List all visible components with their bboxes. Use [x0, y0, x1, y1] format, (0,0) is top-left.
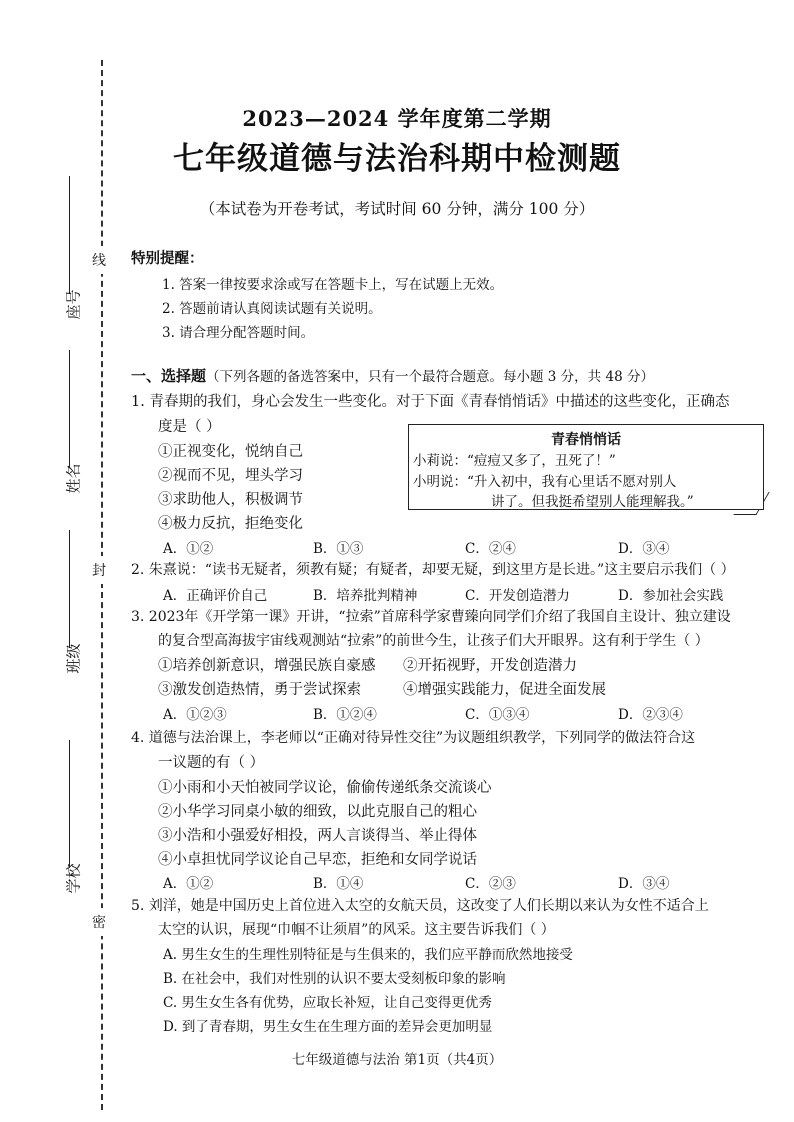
question-4-option-c[interactable]: C．②③	[465, 876, 516, 892]
name-label: 姓名	[64, 463, 83, 494]
question-3-item: ④增强实践能力，促进全面发展	[403, 682, 606, 698]
question-4-item: ④小卓担忧同学议论自己早恋，拒绝和女同学说话	[158, 852, 477, 868]
tips-title: 特别提醒：	[131, 250, 204, 267]
question-5-option-a[interactable]: A. 男生女生的生理性别特征是与生俱来的，我们应平静而欣然地接受	[163, 947, 573, 963]
question-3-line: 3. 2023年《开学第一课》开讲，“拉索”首席科学家曹臻向同学们介绍了我国自主设计、独立建设	[131, 609, 731, 625]
seal-char-xian: 线	[92, 246, 106, 274]
question-1-item: ②视而不见，埋头学习	[158, 468, 303, 484]
exam-title: 七年级道德与法治科期中检测题	[173, 141, 621, 177]
tip-item: 2. 答题前请认真阅读试题有关说明。	[162, 301, 382, 317]
question-2-option-c[interactable]: C．开发创造潜力	[465, 588, 570, 604]
question-4-item: ③小浩和小强爱好相投，两人言谈得当、举止得体	[158, 828, 477, 844]
exam-year-term: 2023—2024 学年度第二学期	[242, 106, 552, 131]
question-4-option-b[interactable]: B．①④	[313, 876, 364, 892]
bubble-line: 小莉说：“痘痘又多了，丑死了！”	[413, 453, 616, 469]
seal-char-feng: 封	[92, 556, 106, 584]
school-field[interactable]	[50, 740, 90, 900]
question-5-option-b[interactable]: B. 在社会中，我们对性别的认识不要太受刻板印象的影响	[163, 971, 506, 987]
question-3-line: 的复合型高海拔宇宙线观测站“拉索”的前世今生，让孩子们大开眼界。这有利于学生（ ）	[158, 633, 709, 649]
bubble-line: 小明说：“升入初中，我有心里话不愿对别人	[413, 474, 677, 490]
question-1-option-d[interactable]: D．③④	[618, 541, 670, 557]
exam-subtitle: （本试卷为开卷考试，考试时间 60 分钟，满分 100 分）	[199, 200, 595, 218]
tip-item: 3. 请合理分配答题时间。	[162, 325, 315, 341]
question-4-option-a[interactable]: A．①②	[163, 876, 214, 892]
bubble-line: 讲了。但我挺希望别人能理解我。”	[491, 494, 694, 510]
class-field[interactable]	[50, 530, 90, 680]
question-3-option-b[interactable]: B．①②④	[313, 707, 377, 723]
name-field[interactable]	[50, 350, 90, 500]
question-5-line: 5. 刘洋，她是中国历史上首位进入太空的女航天员，这改变了人们长期以来认为女性不适合上	[131, 898, 709, 914]
question-3-item: ①培养创新意识，增强民族自豪感	[158, 658, 376, 674]
question-1-item: ③求助他人，积极调节	[158, 492, 303, 508]
question-4-line: 一议题的有（ ）	[158, 755, 265, 771]
page-footer: 七年级道德与法治 第1页（共4页）	[291, 1052, 503, 1068]
question-4-option-d[interactable]: D．③④	[618, 876, 670, 892]
bubble-title: 青春悄悄话	[551, 432, 621, 448]
question-2-line: 2. 朱熹说：“读书无疑者，须教有疑；有疑者，却要无疑，到这里方是长进。”这主要启示我们（ ）	[131, 562, 735, 578]
question-5-option-c[interactable]: C. 男生女生各有优势，应取长补短，让自己变得更优秀	[163, 995, 492, 1011]
section-note: （下列各题的备选答案中，只有一个最符合题意。每小题 3 分，共 48 分）	[206, 369, 654, 385]
question-4-line: 4. 道德与法治课上，李老师以“正确对待异性交往”为议题组织教学，下列同学的做法符合这	[131, 730, 696, 746]
tip-item: 1. 答案一律按要求涂或写在答题卡上，写在试题上无效。	[162, 277, 504, 293]
question-5-option-d[interactable]: D. 到了青春期，男生女生在生理方面的差异会更加明显	[163, 1019, 493, 1035]
section-title: 一、选择题	[131, 367, 207, 385]
question-1-option-a[interactable]: A．①②	[163, 541, 214, 557]
question-1-option-c[interactable]: C．②④	[465, 541, 516, 557]
question-1-line: 1. 青春期的我们，身心会发生一些变化。对于下面《青春悄悄话》中描述的这些变化，正确态	[131, 394, 730, 410]
question-3-option-d[interactable]: D．②③④	[618, 707, 683, 723]
section-heading	[131, 365, 654, 386]
question-3-option-c[interactable]: C．①③④	[465, 707, 530, 723]
speech-bubble	[408, 424, 764, 510]
question-3-option-a[interactable]: A．①②③	[163, 707, 227, 723]
question-3-item: ②开拓视野，开发创造潜力	[403, 658, 577, 674]
seat-number-label: 座号	[64, 289, 83, 320]
question-1-item: ①正视变化，悦纳自己	[158, 444, 303, 460]
class-label: 班级	[64, 643, 83, 674]
question-1-option-b[interactable]: B．①③	[313, 541, 364, 557]
question-1-line: 度是（ ）	[158, 419, 221, 435]
question-2-option-b[interactable]: B．培养批判精神	[313, 588, 418, 604]
question-5-line: 太空的认识，展现“巾帼不让须眉”的风采。这主要告诉我们（ ）	[158, 922, 555, 938]
question-2-option-d[interactable]: D．参加社会实践	[618, 588, 724, 604]
question-2-option-a[interactable]: A．正确评价自己	[163, 588, 268, 604]
seal-char-mi: 密	[92, 908, 106, 936]
question-4-item: ②小华学习同桌小敏的细致，以此克服自己的粗心	[158, 804, 477, 820]
question-4-item: ①小雨和小天怕被同学议论，偷偷传递纸条交流谈心	[158, 780, 492, 796]
school-label: 学校	[64, 863, 83, 894]
question-3-item: ③激发创造热情，勇于尝试探索	[158, 682, 361, 698]
question-1-item: ④极力反抗，拒绝变化	[158, 516, 303, 532]
